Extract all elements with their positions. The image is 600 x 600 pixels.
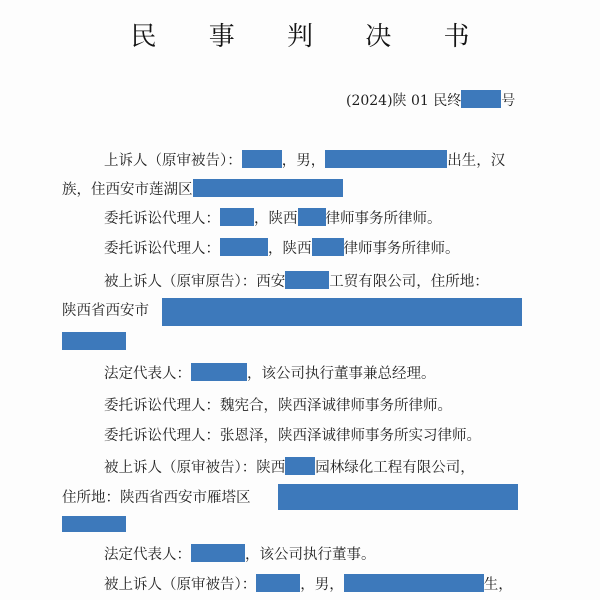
case-number-prefix: (2024)陕 01 民终	[346, 93, 462, 109]
agent-2-label: 委托诉讼代理人：	[104, 241, 220, 257]
appellant-gender: ，男，	[281, 153, 326, 169]
appellant-line-2	[62, 179, 343, 200]
agent-1-suffix: 律师事务所律师。	[325, 211, 442, 227]
redaction-block	[193, 179, 343, 197]
case-number-suffix: 号	[501, 93, 516, 109]
redaction-block	[298, 208, 326, 226]
redaction-block	[256, 574, 300, 592]
redaction-block	[220, 238, 268, 256]
redaction-block	[62, 332, 126, 350]
legal-rep-1-line	[104, 363, 436, 384]
agent-1-mid: ，陕西	[254, 211, 298, 227]
appellant-line-1	[104, 150, 505, 171]
redaction-block	[191, 544, 245, 562]
agent-3-line: 委托诉讼代理人：魏宪合，陕西泽诚律师事务所律师。	[104, 398, 452, 414]
appellant-address-prefix: 族，住西安市莲湖区	[62, 182, 193, 198]
redaction-block	[344, 574, 484, 592]
redaction-block	[325, 150, 447, 168]
redaction-block	[278, 484, 518, 510]
appellee-2-address-prefix: 住所地：陕西省西安市雁塔区	[62, 490, 251, 506]
agent-1-label: 委托诉讼代理人：	[104, 211, 220, 227]
redaction-block	[191, 363, 247, 381]
appellee-1-suffix: 工贸有限公司，住所地：	[329, 274, 489, 290]
appellee-2-suffix: 园林绿化工程有限公司，	[315, 460, 475, 476]
redaction-block	[242, 150, 282, 168]
agent-2-line	[104, 238, 460, 259]
appellee-3-suffix: 生，	[483, 577, 513, 593]
appellant-birth-suffix: 出生，汉	[447, 153, 506, 169]
agent-2-suffix: 律师事务所律师。	[343, 241, 460, 257]
redaction-block	[312, 238, 344, 256]
document-title: 民 事 判 决 书	[130, 22, 492, 52]
appellee-3-line	[104, 574, 513, 595]
redaction-block	[62, 516, 126, 532]
legal-rep-1-suffix: ，该公司执行董事兼总经理。	[247, 366, 436, 382]
legal-rep-1-label: 法定代表人：	[104, 366, 191, 382]
appellee-1-line-1	[104, 271, 489, 292]
agent-2-mid: ，陕西	[268, 241, 312, 257]
appellee-3-gender: ，男，	[300, 577, 344, 593]
redaction-block	[285, 457, 315, 475]
appellee-1-address-prefix: 陕西省西安市	[62, 303, 149, 319]
agent-1-line	[104, 208, 442, 229]
redaction-block	[162, 298, 522, 326]
legal-rep-2-line	[104, 544, 376, 565]
case-number	[346, 90, 515, 110]
legal-rep-2-suffix: ，该公司执行董事。	[245, 547, 376, 563]
appellee-2-line-2	[62, 488, 251, 508]
appellant-label: 上诉人（原审被告）：	[104, 153, 242, 169]
appellee-1-label: 被上诉人（原审原告）：西安	[104, 274, 286, 290]
appellee-3-label: 被上诉人（原审被告）：	[104, 577, 257, 593]
agent-4-line: 委托诉讼代理人：张恩泽，陕西泽诚律师事务所实习律师。	[104, 428, 481, 444]
redaction-block	[461, 90, 501, 108]
appellee-1-line-2	[62, 301, 149, 321]
appellee-2-line-1	[104, 457, 475, 478]
redaction-block	[220, 208, 254, 226]
legal-rep-2-label: 法定代表人：	[104, 547, 191, 563]
redaction-block	[285, 271, 329, 289]
appellee-2-label: 被上诉人（原审被告）：陕西	[104, 460, 286, 476]
